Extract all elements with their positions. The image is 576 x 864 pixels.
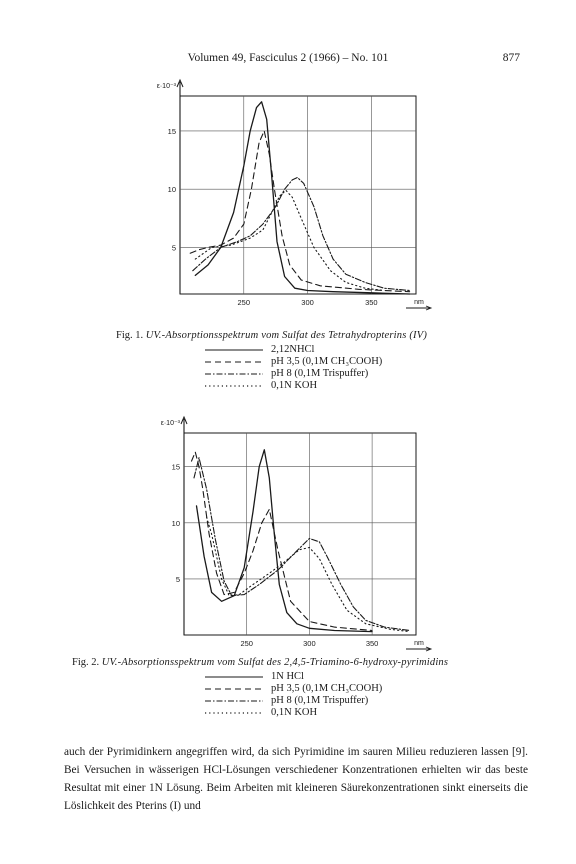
legend-label: 0,1N KOH (271, 380, 318, 391)
y-tick-label: 10 (167, 185, 176, 195)
legend-item (205, 344, 382, 356)
body-paragraph: auch der Pyrimidinkern angegriffen wird, da sich Pyrimidine im sauren Milieu reduzieren lassen [9]. Bei Versuchen in wässerigen HCl-Lösungen verschiedener Konzentrationen erhielten wir das beste Resultat mit einer 1N Lösung. Beim Arbeiten mit kleineren Säurekonzentrationen sinkt einerseits die Löslichkeit des Pterins (I) und (64, 746, 528, 812)
figure-1-legend (205, 344, 382, 392)
legend-item (205, 671, 382, 683)
x-axis-label: nm (414, 640, 424, 647)
legend-label: pH 3,5 (0,1M CH₃COOH) (271, 683, 383, 694)
running-title: Volumen 49, Fasciculus 2 (1966) – No. 101 (187, 52, 389, 64)
figure-2-chart (150, 415, 424, 652)
figure-1-caption-text: UV.-Absorptionsspektrum vom Sulfat des Tetrahydropterins (IV) (145, 330, 428, 341)
legend-label: pH 8 (0,1M Trispuffer) (271, 368, 369, 379)
legend-label: 2,12NHCl (271, 344, 315, 355)
y-tick-label: 5 (175, 574, 180, 584)
x-tick-label: 250 (237, 298, 251, 307)
series-line-3 (194, 458, 410, 631)
legend-line-dashed (205, 358, 263, 366)
series-line-4 (207, 517, 410, 631)
legend-item (205, 707, 382, 719)
series-line-1 (195, 102, 409, 294)
figure-1-caption (116, 330, 427, 341)
series-line-1 (197, 450, 373, 632)
legend-line-dotted (205, 709, 263, 717)
figure-2-caption (72, 657, 448, 668)
y-tick-label: 5 (171, 243, 176, 253)
legend-label: 0,1N KOH (271, 707, 318, 718)
page-header (0, 52, 576, 68)
legend-item (205, 368, 382, 380)
legend-line-solid (205, 673, 263, 681)
plot-frame (184, 433, 416, 635)
legend-line-dashdot (205, 370, 263, 378)
y-tick-label: 15 (171, 462, 180, 472)
legend-line-dashdot (205, 697, 263, 705)
y-tick-label: 15 (167, 126, 176, 136)
figure-1-chart (150, 80, 424, 312)
legend-label: pH 3,5 (0,1M CH₃COOH) (271, 356, 383, 367)
figure-2-caption-text: UV.-Absorptionsspektrum vom Sulfat des 2,4,5-Triamino-6-hydroxy-pyrimidins (101, 657, 449, 668)
legend-item (205, 695, 382, 707)
figure-2-legend (205, 671, 382, 719)
x-tick-label: 250 (240, 639, 253, 648)
series-line-2 (192, 452, 373, 630)
x-tick-label: 300 (301, 298, 314, 307)
figure-1-caption-label: Fig. 1. (116, 330, 144, 341)
y-axis-label: ε·10⁻³ (160, 420, 180, 427)
plot-frame (180, 96, 416, 294)
x-tick-label: 300 (303, 639, 316, 648)
y-tick-label: 10 (171, 518, 180, 528)
x-tick-label: 350 (365, 639, 379, 648)
legend-item (205, 683, 382, 695)
x-tick-label: 350 (365, 298, 378, 307)
legend-line-dashed (205, 685, 263, 693)
x-axis-label: nm (414, 299, 424, 306)
legend-label: pH 8 (0,1M Trispuffer) (271, 695, 369, 706)
legend-item (205, 356, 382, 368)
legend-item (205, 380, 382, 392)
legend-label: 1N HCl (271, 671, 304, 682)
figure-2-caption-label: Fig. 2. (72, 657, 100, 668)
series-line-2 (190, 131, 409, 292)
legend-line-solid (205, 346, 263, 354)
y-axis-label: ε·10⁻³ (156, 83, 176, 90)
page-number: 877 (502, 52, 520, 64)
legend-line-dotted (205, 382, 263, 390)
body-text (64, 743, 528, 815)
